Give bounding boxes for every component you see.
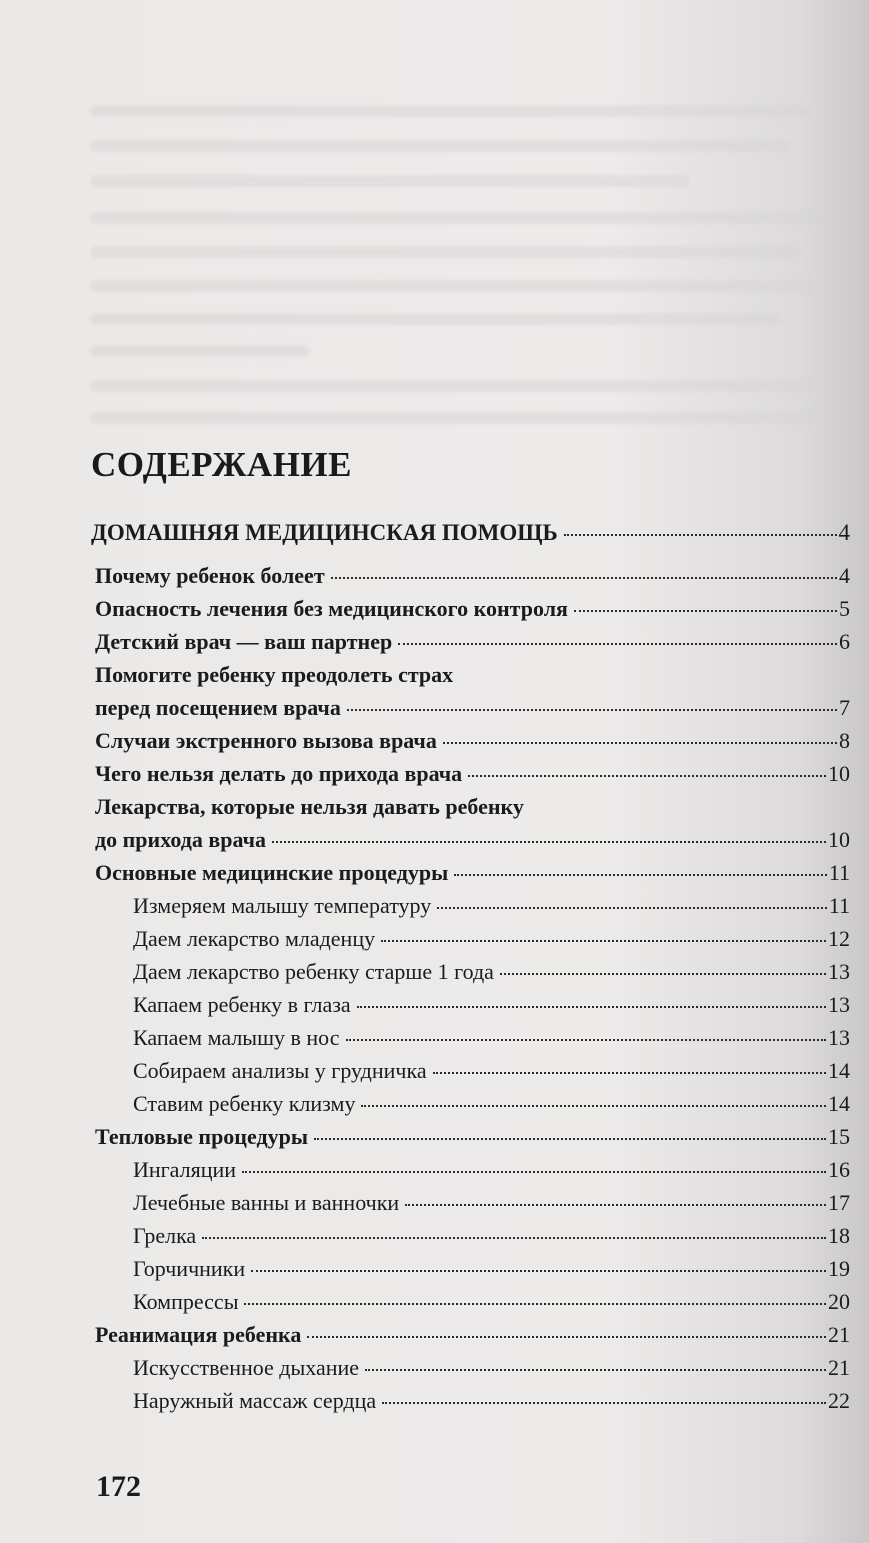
toc-entry-chapter[interactable] [95, 860, 850, 886]
toc-entry-chapter[interactable] [95, 827, 850, 853]
dot-leader [381, 940, 826, 942]
toc-entry-label: Наружный массаж сердца [133, 1388, 377, 1413]
toc-entry-chapter[interactable] [95, 761, 850, 787]
toc-entry-page: 6 [839, 629, 850, 654]
toc-entry-subsection[interactable] [133, 1256, 850, 1282]
toc-entry-page: 12 [828, 926, 850, 951]
toc-entry-page: 13 [828, 1025, 850, 1050]
toc-entry-chapter[interactable] [95, 563, 850, 589]
toc-entry-page: 17 [828, 1190, 850, 1215]
toc-entry-label: Капаем ребенку в глаза [133, 992, 351, 1017]
toc-entry-label: Лечебные ванны и ванночки [133, 1190, 400, 1215]
toc-entry-page: 15 [828, 1124, 850, 1149]
toc-entry-page: 14 [828, 1058, 850, 1083]
toc-entry-section[interactable] [91, 520, 850, 546]
toc-entry-label: перед посещением врача [95, 695, 341, 720]
show-through [90, 345, 310, 357]
toc-entry-label: Опасность лечения без медицинского контроля [95, 596, 568, 621]
toc-entry-label: Собираем анализы у грудничка [133, 1058, 427, 1083]
toc-entry-chapter[interactable] [95, 1322, 850, 1348]
toc-entry-label: Компрессы [133, 1289, 239, 1314]
toc-entry-label: Горчичники [133, 1256, 246, 1281]
toc-entry-page: 4 [839, 563, 850, 588]
show-through [90, 140, 790, 152]
toc-entry-subsection[interactable] [133, 1223, 850, 1249]
dot-leader [454, 874, 827, 876]
toc-entry-label: Ингаляции [133, 1157, 237, 1182]
dot-leader [272, 841, 826, 843]
toc-entry-label: Чего нельзя делать до прихода врача [95, 761, 463, 786]
toc-entry-page: 18 [828, 1223, 850, 1248]
toc-entry-label: Почему ребенок болеет [95, 563, 325, 588]
toc-entry-label: Детский врач — ваш партнер [95, 629, 393, 654]
toc-entry-label-line1: Лекарства, которые нельзя давать ребенку [95, 794, 524, 819]
toc-entry-subsection[interactable] [133, 1388, 850, 1414]
show-through [90, 212, 820, 224]
dot-leader [574, 610, 837, 612]
show-through [90, 175, 690, 187]
dot-leader [251, 1270, 826, 1272]
dot-leader [244, 1303, 826, 1305]
show-through [90, 313, 780, 325]
toc-entry-subsection[interactable] [133, 893, 850, 919]
toc-entry-page: 20 [828, 1289, 850, 1314]
dot-leader [346, 1039, 827, 1041]
toc-entry-subsection[interactable] [133, 1157, 850, 1183]
toc-entry-page: 13 [828, 992, 850, 1017]
dot-leader [437, 907, 827, 909]
toc-entry-label: Реанимация ребенка [95, 1322, 302, 1347]
dot-leader [398, 643, 837, 645]
dot-leader [202, 1237, 826, 1239]
toc-entry-label: Капаем малышу в нос [133, 1025, 340, 1050]
contents-heading: СОДЕРЖАНИЕ [91, 445, 353, 484]
dot-leader [307, 1336, 826, 1338]
toc-entry-label-line1: Помогите ребенку преодолеть страх [95, 662, 454, 687]
dot-leader [314, 1138, 826, 1140]
toc-entry-label: Ставим ребенку клизму [133, 1091, 356, 1116]
dot-leader [361, 1105, 826, 1107]
toc-entry-label: Случаи экстренного вызова врача [95, 728, 437, 753]
toc-entry-subsection[interactable] [133, 959, 850, 985]
dot-leader [242, 1171, 826, 1173]
toc-entry-page: 19 [828, 1256, 850, 1281]
toc-entry-subsection[interactable] [133, 1058, 850, 1084]
dot-leader [347, 709, 837, 711]
toc-entry-label: до прихода врача [95, 827, 267, 852]
toc-entry-label: Основные медицинские процедуры [95, 860, 449, 885]
toc-entry-subsection[interactable] [133, 1289, 850, 1315]
toc-entry-chapter[interactable] [95, 1124, 850, 1150]
page-number: 172 [96, 1470, 141, 1503]
toc-entry-label: Искусственное дыхание [133, 1355, 360, 1380]
dot-leader [382, 1402, 826, 1404]
dot-leader [564, 534, 837, 536]
toc-entry-page: 10 [828, 761, 850, 786]
toc-entry-page: 5 [839, 596, 850, 621]
toc-entry-label: Тепловые процедуры [95, 1124, 308, 1149]
toc-entry-subsection[interactable] [133, 926, 850, 952]
dot-leader [468, 775, 826, 777]
dot-leader [443, 742, 837, 744]
dot-leader [357, 1006, 826, 1008]
toc-entry-page: 13 [828, 959, 850, 984]
show-through [90, 105, 810, 117]
toc-entry-page: 21 [828, 1355, 850, 1380]
toc-entry-page: 16 [828, 1157, 850, 1182]
dot-leader [331, 577, 837, 579]
dot-leader [405, 1204, 826, 1206]
dot-leader [365, 1369, 826, 1371]
show-through [90, 412, 825, 424]
toc-entry-page: 11 [828, 860, 850, 885]
toc-entry-page: 8 [839, 728, 850, 753]
toc-entry-label: ДОМАШНЯЯ МЕДИЦИНСКАЯ ПОМОЩЬ [91, 520, 558, 545]
toc-entry-page: 10 [828, 827, 850, 852]
toc-entry-label: Грелка [133, 1223, 197, 1248]
show-through [90, 280, 815, 292]
toc-entry-label: Даем лекарство младенцу [133, 926, 376, 951]
toc-entry-label: Даем лекарство ребенку старше 1 года [133, 959, 494, 984]
toc-entry-subsection[interactable] [133, 1025, 850, 1051]
toc-entry-page: 4 [838, 520, 850, 545]
toc-entry-subsection[interactable] [133, 1355, 850, 1381]
show-through [90, 380, 825, 392]
show-through [90, 246, 800, 258]
toc-entry-label: Измеряем малышу температуру [133, 893, 432, 918]
dot-leader [433, 1072, 826, 1074]
toc-entry-page: 22 [828, 1388, 850, 1413]
toc-entry-chapter[interactable] [95, 728, 850, 754]
toc-entry-page: 21 [828, 1322, 850, 1347]
toc-entry-chapter[interactable] [95, 629, 850, 655]
toc-entry-page: 7 [839, 695, 850, 720]
toc-entry-subsection[interactable] [133, 1091, 850, 1117]
toc-entry-page: 11 [828, 893, 850, 918]
toc-entry-subsection[interactable] [133, 992, 850, 1018]
toc-entry-subsection[interactable] [133, 1190, 850, 1216]
toc-entry-chapter[interactable] [95, 695, 850, 721]
toc-entry-chapter[interactable] [95, 596, 850, 622]
toc-entry-page: 14 [828, 1091, 850, 1116]
dot-leader [500, 973, 826, 975]
